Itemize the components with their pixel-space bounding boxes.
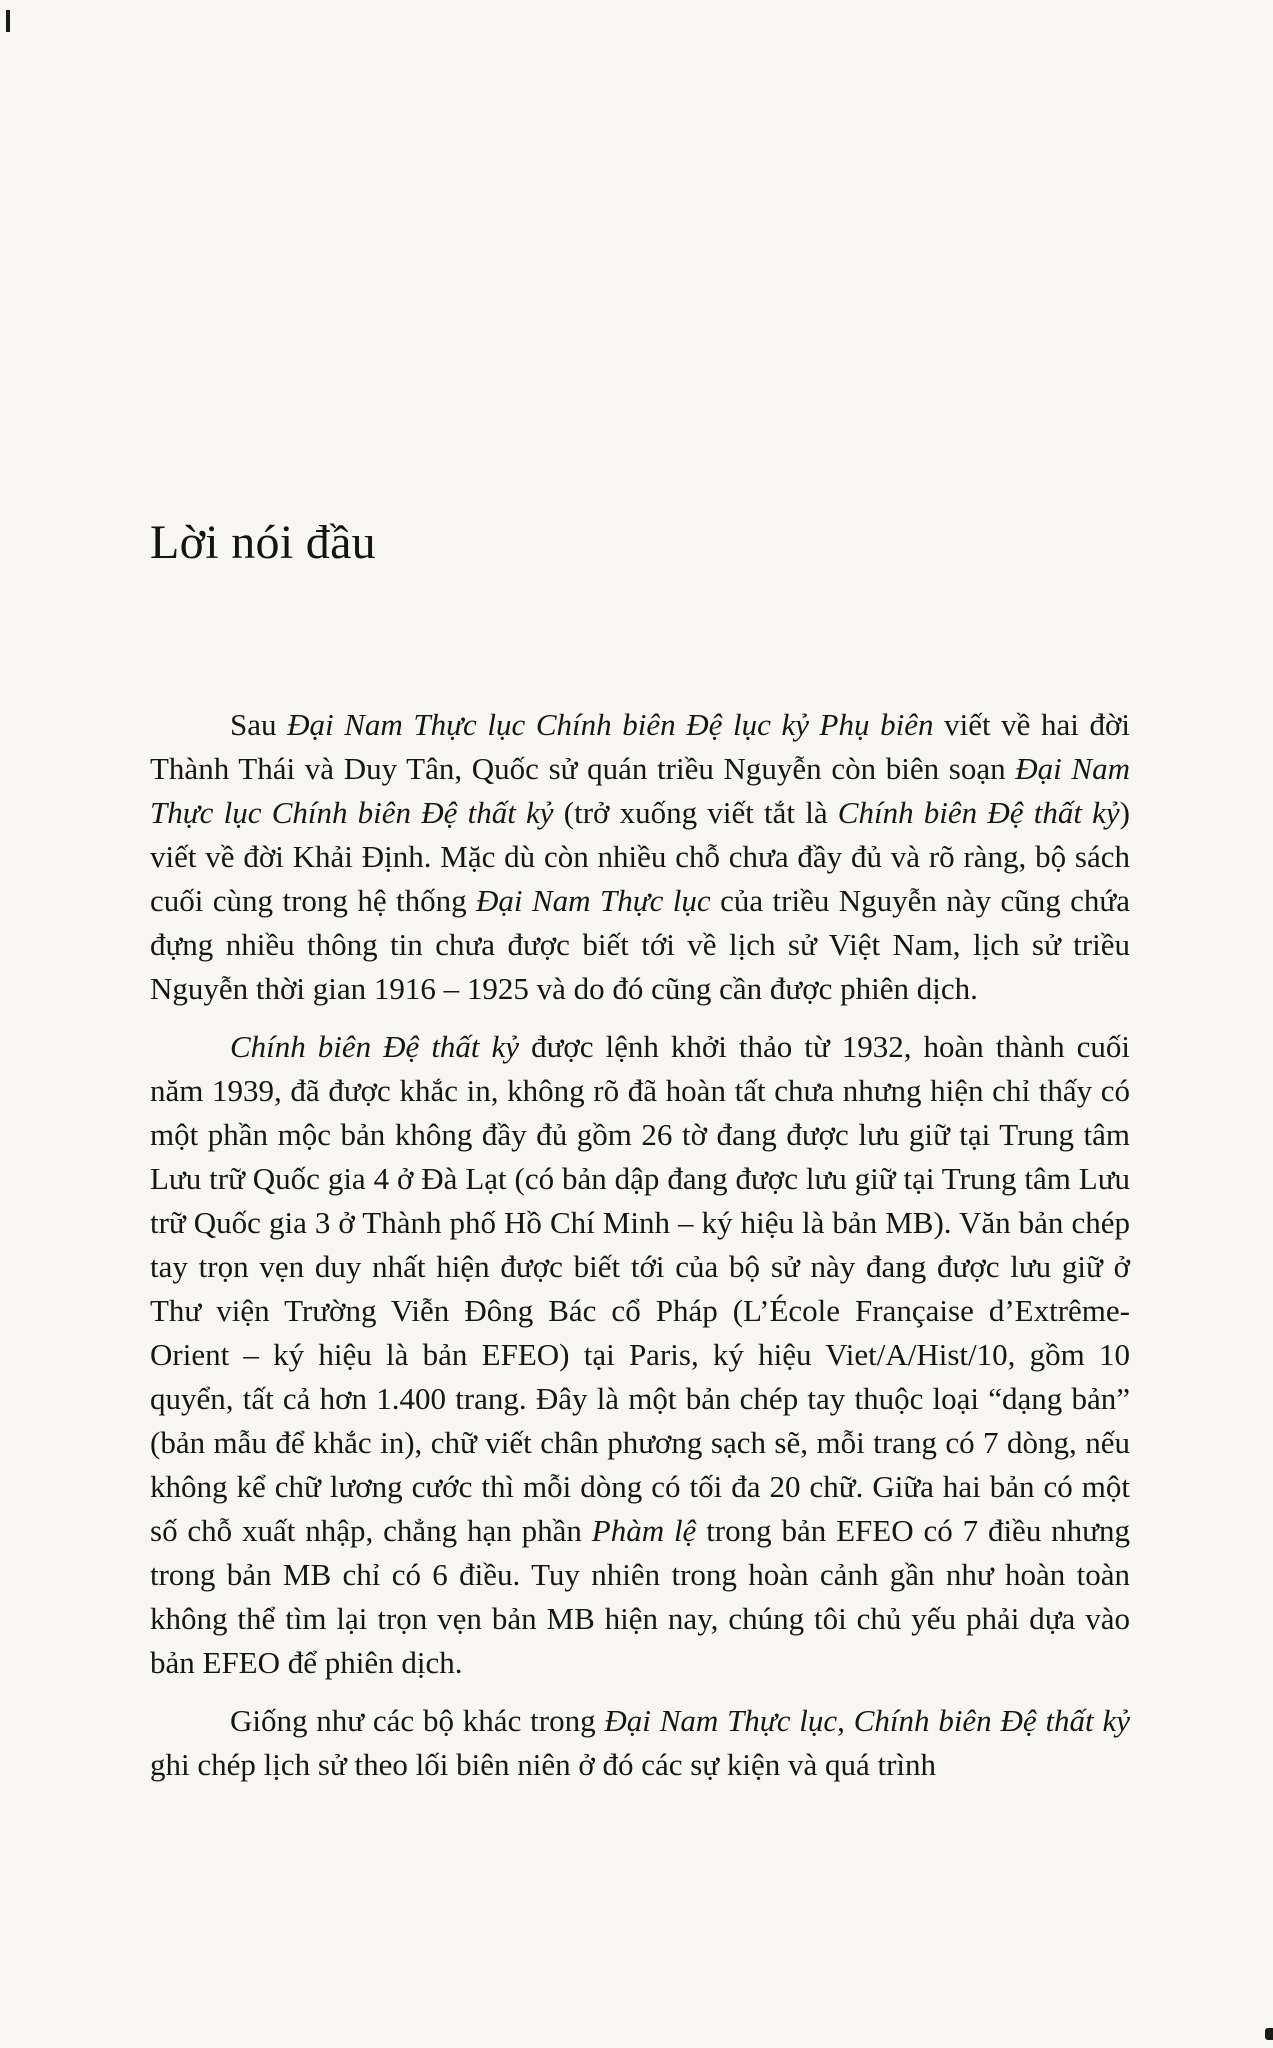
paragraph: [150, 1025, 1130, 1685]
scan-corner-mark: [6, 10, 10, 32]
paragraph: [150, 703, 1130, 1011]
italic-title-run: Đại Nam Thực lục Chính biên Đệ thất kỷ: [150, 751, 1130, 830]
text-run: (trở xuống viết tắt là: [553, 795, 838, 830]
text-run: Giống như các bộ khác trong: [230, 1703, 605, 1738]
italic-title-run: Đại Nam Thực lục: [476, 883, 711, 918]
italic-title-run: Chính biên Đệ thất kỷ: [837, 795, 1120, 830]
text-run: ) viết về đời Khải Định. Mặc dù còn nhiều chỗ chưa đầy đủ và rõ ràng, bộ sách cuối cùng trong hệ thống: [150, 795, 1130, 918]
italic-title-run: Phàm lệ: [591, 1513, 697, 1548]
text-run: được lệnh khởi thảo từ 1932, hoàn thành cuối năm 1939, đã được khắc in, không rõ đã hoàn tất chưa nhưng hiện chỉ thấy có một phần mộc bản không đầy đủ gồm 26 tờ đang được lưu giữ tại Trung tâm Lưu trữ Quốc gia 4 ở Đà Lạt (có bản dập đang được lưu giữ tại Trung tâm Lưu trữ Quốc gia 3 ở Thành phố Hồ Chí Minh – ký hiệu là bản MB). Văn bản chép tay trọn vẹn duy nhất hiện được biết tới của bộ sử này đang được lưu giữ ở Thư viện Trường Viễn Đông Bác cổ Pháp (L’École Française d’Extrême-Orient – ký hiệu là bản EFEO) tại Paris, ký hiệu Viet/A/Hist/10, gồm 10 quyển, tất cả hơn 1.400 trang. Đây là một bản chép tay thuộc loại “dạng bản” (bản mẫu để khắc in), chữ viết chân phương sạch sẽ, mỗi trang có 7 dòng, nếu không kể chữ lương cước thì mỗi dòng có tối đa 20 chữ. Giữa hai bản có một số chỗ xuất nhập, chẳng hạn phần: [150, 1029, 1130, 1548]
text-run: ,: [837, 1703, 854, 1738]
body-text: [150, 703, 1130, 1801]
scan-edge-mark: [1265, 2028, 1273, 2040]
paragraph: [150, 1699, 1130, 1787]
text-run: ghi chép lịch sử theo lối biên niên ở đó các sự kiện và quá trình: [150, 1747, 937, 1782]
italic-title-run: Chính biên Đệ thất kỷ: [230, 1029, 520, 1064]
page-title: Lời nói đầu: [150, 516, 376, 569]
text-run: của triều Nguyễn này cũng chứa đựng nhiều thông tin chưa được biết tới về lịch sử Việt Nam, lịch sử triều Nguyễn thời gian 1916 – 1925 và do đó cũng cần được phiên dịch.: [150, 883, 1130, 1006]
text-run: viết về hai đời Thành Thái và Duy Tân, Quốc sử quán triều Nguyễn còn biên soạn: [150, 707, 1131, 786]
italic-title-run: Đại Nam Thực lục Chính biên Đệ lục kỷ Phụ biên: [287, 707, 934, 742]
italic-title-run: Đại Nam Thực lục: [604, 1703, 838, 1738]
text-run: trong bản EFEO có 7 điều nhưng trong bản MB chỉ có 6 điều. Tuy nhiên trong hoàn cảnh gần như hoàn toàn không thể tìm lại trọn vẹn bản MB hiện nay, chúng tôi chủ yếu phải dựa vào bản EFEO để phiên dịch.: [150, 1513, 1130, 1680]
italic-title-run: Chính biên Đệ thất kỷ: [853, 1703, 1130, 1738]
text-run: Sau: [230, 707, 288, 742]
